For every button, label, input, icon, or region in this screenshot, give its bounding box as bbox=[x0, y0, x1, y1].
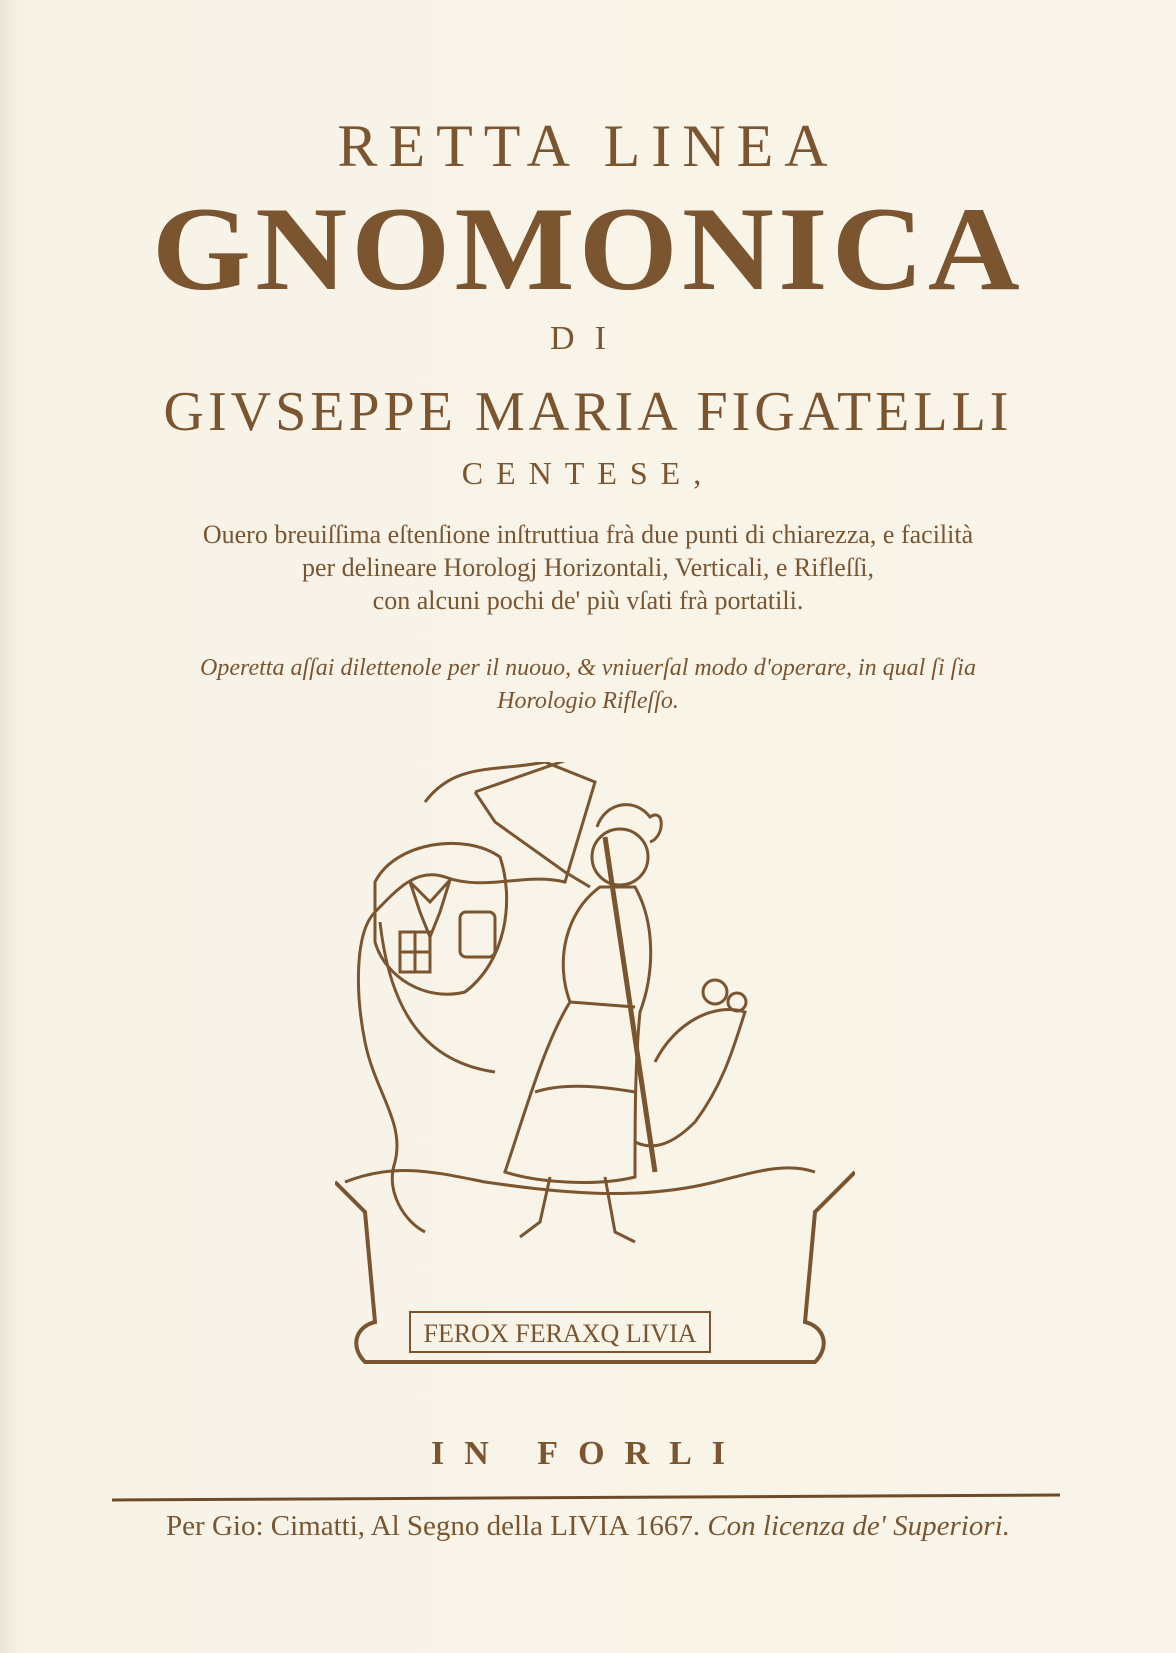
description-line: per delineare Horologj Horizontali, Verticali, e Rifleſſi, bbox=[301, 553, 875, 582]
imprint-rule bbox=[112, 1494, 1060, 1502]
description-block bbox=[0, 518, 1176, 617]
subtitle-line: Operetta aſſai dilettenole per il nuouo, & vniuerſal modo d'operare, in qual ſi ſia bbox=[200, 655, 976, 681]
imprint-license: Con licenza de' Superiori. bbox=[707, 1510, 1010, 1542]
imprint-printer: Per Gio: Cimatti, Al Segno della LIVIA 1667. bbox=[166, 1510, 701, 1542]
device-motto: FEROX FERAXQ LIVIA bbox=[423, 1319, 697, 1348]
subtitle-block bbox=[0, 652, 1176, 718]
subtitle-line: Horologio Rifleſſo. bbox=[497, 688, 679, 714]
author-name: GIVSEPPE MARIA FIGATELLI bbox=[163, 381, 1013, 443]
imprint-line bbox=[0, 1510, 1176, 1543]
printers-device-woodcut bbox=[335, 762, 855, 1402]
description-line: con alcuni pochi de' più vſati frà portatili. bbox=[372, 586, 804, 615]
author-origin: CENTESE, bbox=[461, 455, 715, 491]
title-main: GNOMONICA bbox=[152, 182, 1024, 315]
title-line-1: RETTA LINEA bbox=[337, 113, 839, 179]
description-line: Ouero breuiſſima eſtenſione inſtruttiua frà due punti di chiarezza, e facilità bbox=[202, 520, 974, 549]
title-by: DI bbox=[550, 320, 626, 357]
imprint-city: IN FORLI bbox=[431, 1435, 745, 1472]
